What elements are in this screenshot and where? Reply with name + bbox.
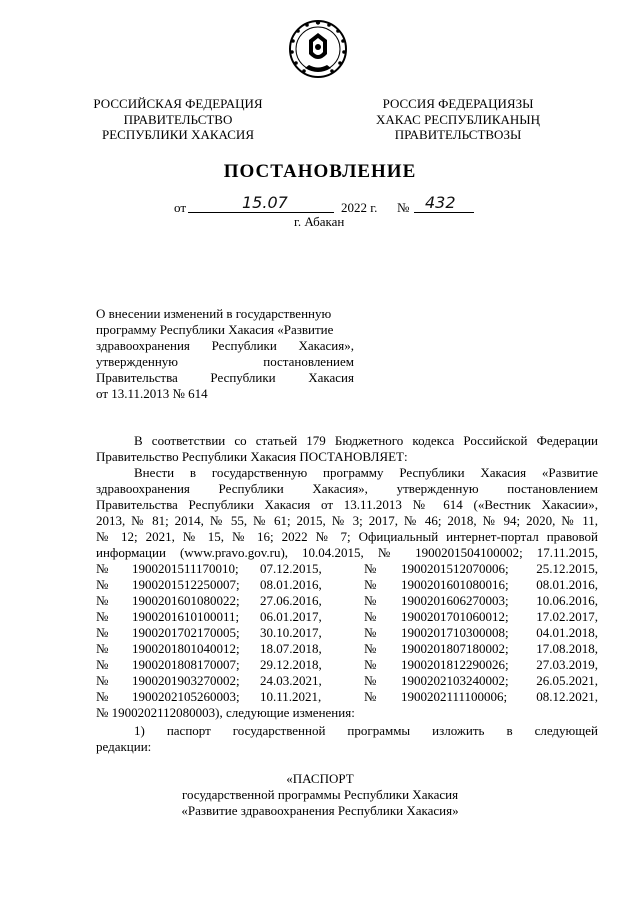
year-label: 2022 г. [341,200,378,215]
reg-number: 1900202111100006; [401,689,508,704]
reg-date: 27.03.2019, [536,657,598,672]
amendment-item [96,723,598,755]
registration-row [96,689,598,705]
header-khakas [368,96,548,143]
num-sign: № [364,593,377,608]
reg-date: 10.06.2016, [536,593,598,608]
num-sign: № [364,577,377,592]
number-underline [414,212,474,213]
num-sign: № [96,609,109,624]
item-line: 1) паспорт государственной программы изложить в следующей [134,723,598,738]
reg-number: 1900201701060012; [401,609,509,624]
passport-heading [0,771,640,819]
registration-row [96,657,598,673]
registration-row [96,673,598,689]
reg-date: 29.12.2018, [260,657,322,672]
num-sign: № [96,673,109,688]
body-line: Правительство Республики Хакасия ПОСТАНОВЛЯЕТ: [96,449,408,464]
num-sign: № [96,593,109,608]
subject-line: О внесении изменений в государственную [96,306,332,321]
num-sign: № [96,561,109,576]
reg-number: 1900202103240002; [401,673,509,688]
body-line: здравоохранения Республики Хакасия», утвержденную постановлением [96,481,598,496]
body-line: № 12; 2021, № 15, № 16; 2022 № 7; Официальный интернет-портал правовой [96,529,598,544]
reg-date: 18.07.2018, [260,641,322,656]
reg-date: 17.08.2018, [536,641,598,656]
coat-of-arms-emblem [287,18,349,80]
number-sign: № [397,200,410,215]
header-right-line: РОССИЯ ФЕДЕРАЦИЯЗЫ [382,96,534,111]
reg-number: 1900201903270002; [132,673,240,688]
reg-date: 07.12.2015, [260,561,322,576]
date-prefix: от [174,200,187,215]
num-sign: № [96,641,109,656]
passport-line: государственной программы Республики Хакасия [181,787,459,802]
closing-line [96,705,598,721]
reg-date: 04.01.2018, [536,625,598,640]
subject-line: от 13.11.2013 № 614 [96,386,208,401]
header-left-line: РОССИЙСКАЯ ФЕДЕРАЦИЯ [93,96,263,111]
passport-line: «Развитие здравоохранения Республики Хакасия» [181,803,459,818]
num-sign: № [364,561,377,576]
registration-row [96,641,598,657]
num-sign: № [364,673,377,688]
reg-date: 17.02.2017, [536,609,598,624]
reg-number: 1900201606270003; [401,593,509,608]
reg-date: 27.06.2016, [260,593,322,608]
body-line: Правительства Республики Хакасия от 13.11.2013 № 614 («Вестник Хакасии», [96,497,598,512]
body-line: В соответствии со статьей 179 Бюджетного кодекса Российской Федерации [134,433,598,448]
reg-date: 10.11.2021, [260,689,322,704]
registration-row [96,609,598,625]
header-left-line: ПРАВИТЕЛЬСТВО [123,111,233,127]
body-line: Внести в государственную программу Республики Хакасия «Развитие [134,465,598,480]
passport-line: «ПАСПОРТ [286,771,354,786]
handwritten-date: 15.07 [242,193,288,212]
num-sign: № [364,689,377,704]
reg-date: 24.03.2021, [260,673,322,688]
header-russian [88,96,268,143]
reg-number: 1900201512250007; [132,577,240,592]
closing-text: № 1900202112080003), следующие изменения: [96,705,355,720]
num-sign: № [96,625,109,640]
num-sign: № [364,657,377,672]
date-underline [188,212,334,213]
num-sign: № [96,689,109,704]
num-sign: № [364,625,377,640]
num-sign: № [364,641,377,656]
reg-number: 1900201710300008; [401,625,509,640]
item-line: редакции: [96,739,152,754]
subject-line: программу Республики Хакасия «Развитие [96,322,334,337]
reg-number: 1900201807180002; [401,641,509,656]
subject-line: здравоохранения Республики Хакасия», [96,338,354,353]
reg-number: 1900201812290026; [401,657,509,672]
registration-row [96,625,598,641]
handwritten-number: 432 [425,193,456,212]
subject-line: утвержденную постановлением [96,354,354,369]
reg-date: 30.10.2017, [260,625,322,640]
registration-row [96,561,598,577]
reg-date: 08.01.2016, [536,577,598,592]
body-line: информации (www.pravo.gov.ru), 10.04.2015, № 1900201504100002; 17.11.2015, [96,545,598,560]
subject-line: Правительства Республики Хакасия [96,370,354,385]
registration-row [96,593,598,609]
header-left-line: РЕСПУБЛИКИ ХАКАСИЯ [101,127,254,142]
num-sign: № [96,577,109,592]
num-sign: № [364,609,377,624]
reg-number: 1900201512070006; [401,561,509,576]
reg-number: 1900201610100011; [132,609,240,624]
reg-number: 1900201601080016; [401,577,509,592]
header-right-line: ХАКАС РЕСПУБЛИКАНЫҢ [375,111,541,127]
reg-number: 1900202105260003; [132,689,240,704]
reg-number: 1900201601080022; [132,593,240,608]
city-label: г. Абакан [294,214,345,229]
num-sign: № [96,657,109,672]
document-title: ПОСТАНОВЛЕНИЕ [223,161,417,182]
body-paragraph [96,433,598,561]
reg-date: 25.12.2015, [536,561,598,576]
header-right-line: ПРАВИТЕЛЬСТВОЗЫ [394,127,522,142]
registration-row [96,577,598,593]
reg-number: 1900201808170007; [132,657,240,672]
reg-date: 06.01.2017, [260,609,322,624]
reg-date: 08.12.2021, [536,689,598,704]
registration-numbers [96,561,598,721]
reg-date: 08.01.2016, [260,577,322,592]
reg-number: 1900201801040012; [132,641,240,656]
reg-number: 1900201511170010; [132,561,239,576]
body-line: 2013, № 81; 2014, № 55, № 61; 2015, № 3; 2017, № 46; 2018, № 94; 2020, № 11, [96,513,598,528]
document-subject [96,306,354,402]
reg-number: 1900201702170005; [132,625,240,640]
reg-date: 26.05.2021, [536,673,598,688]
